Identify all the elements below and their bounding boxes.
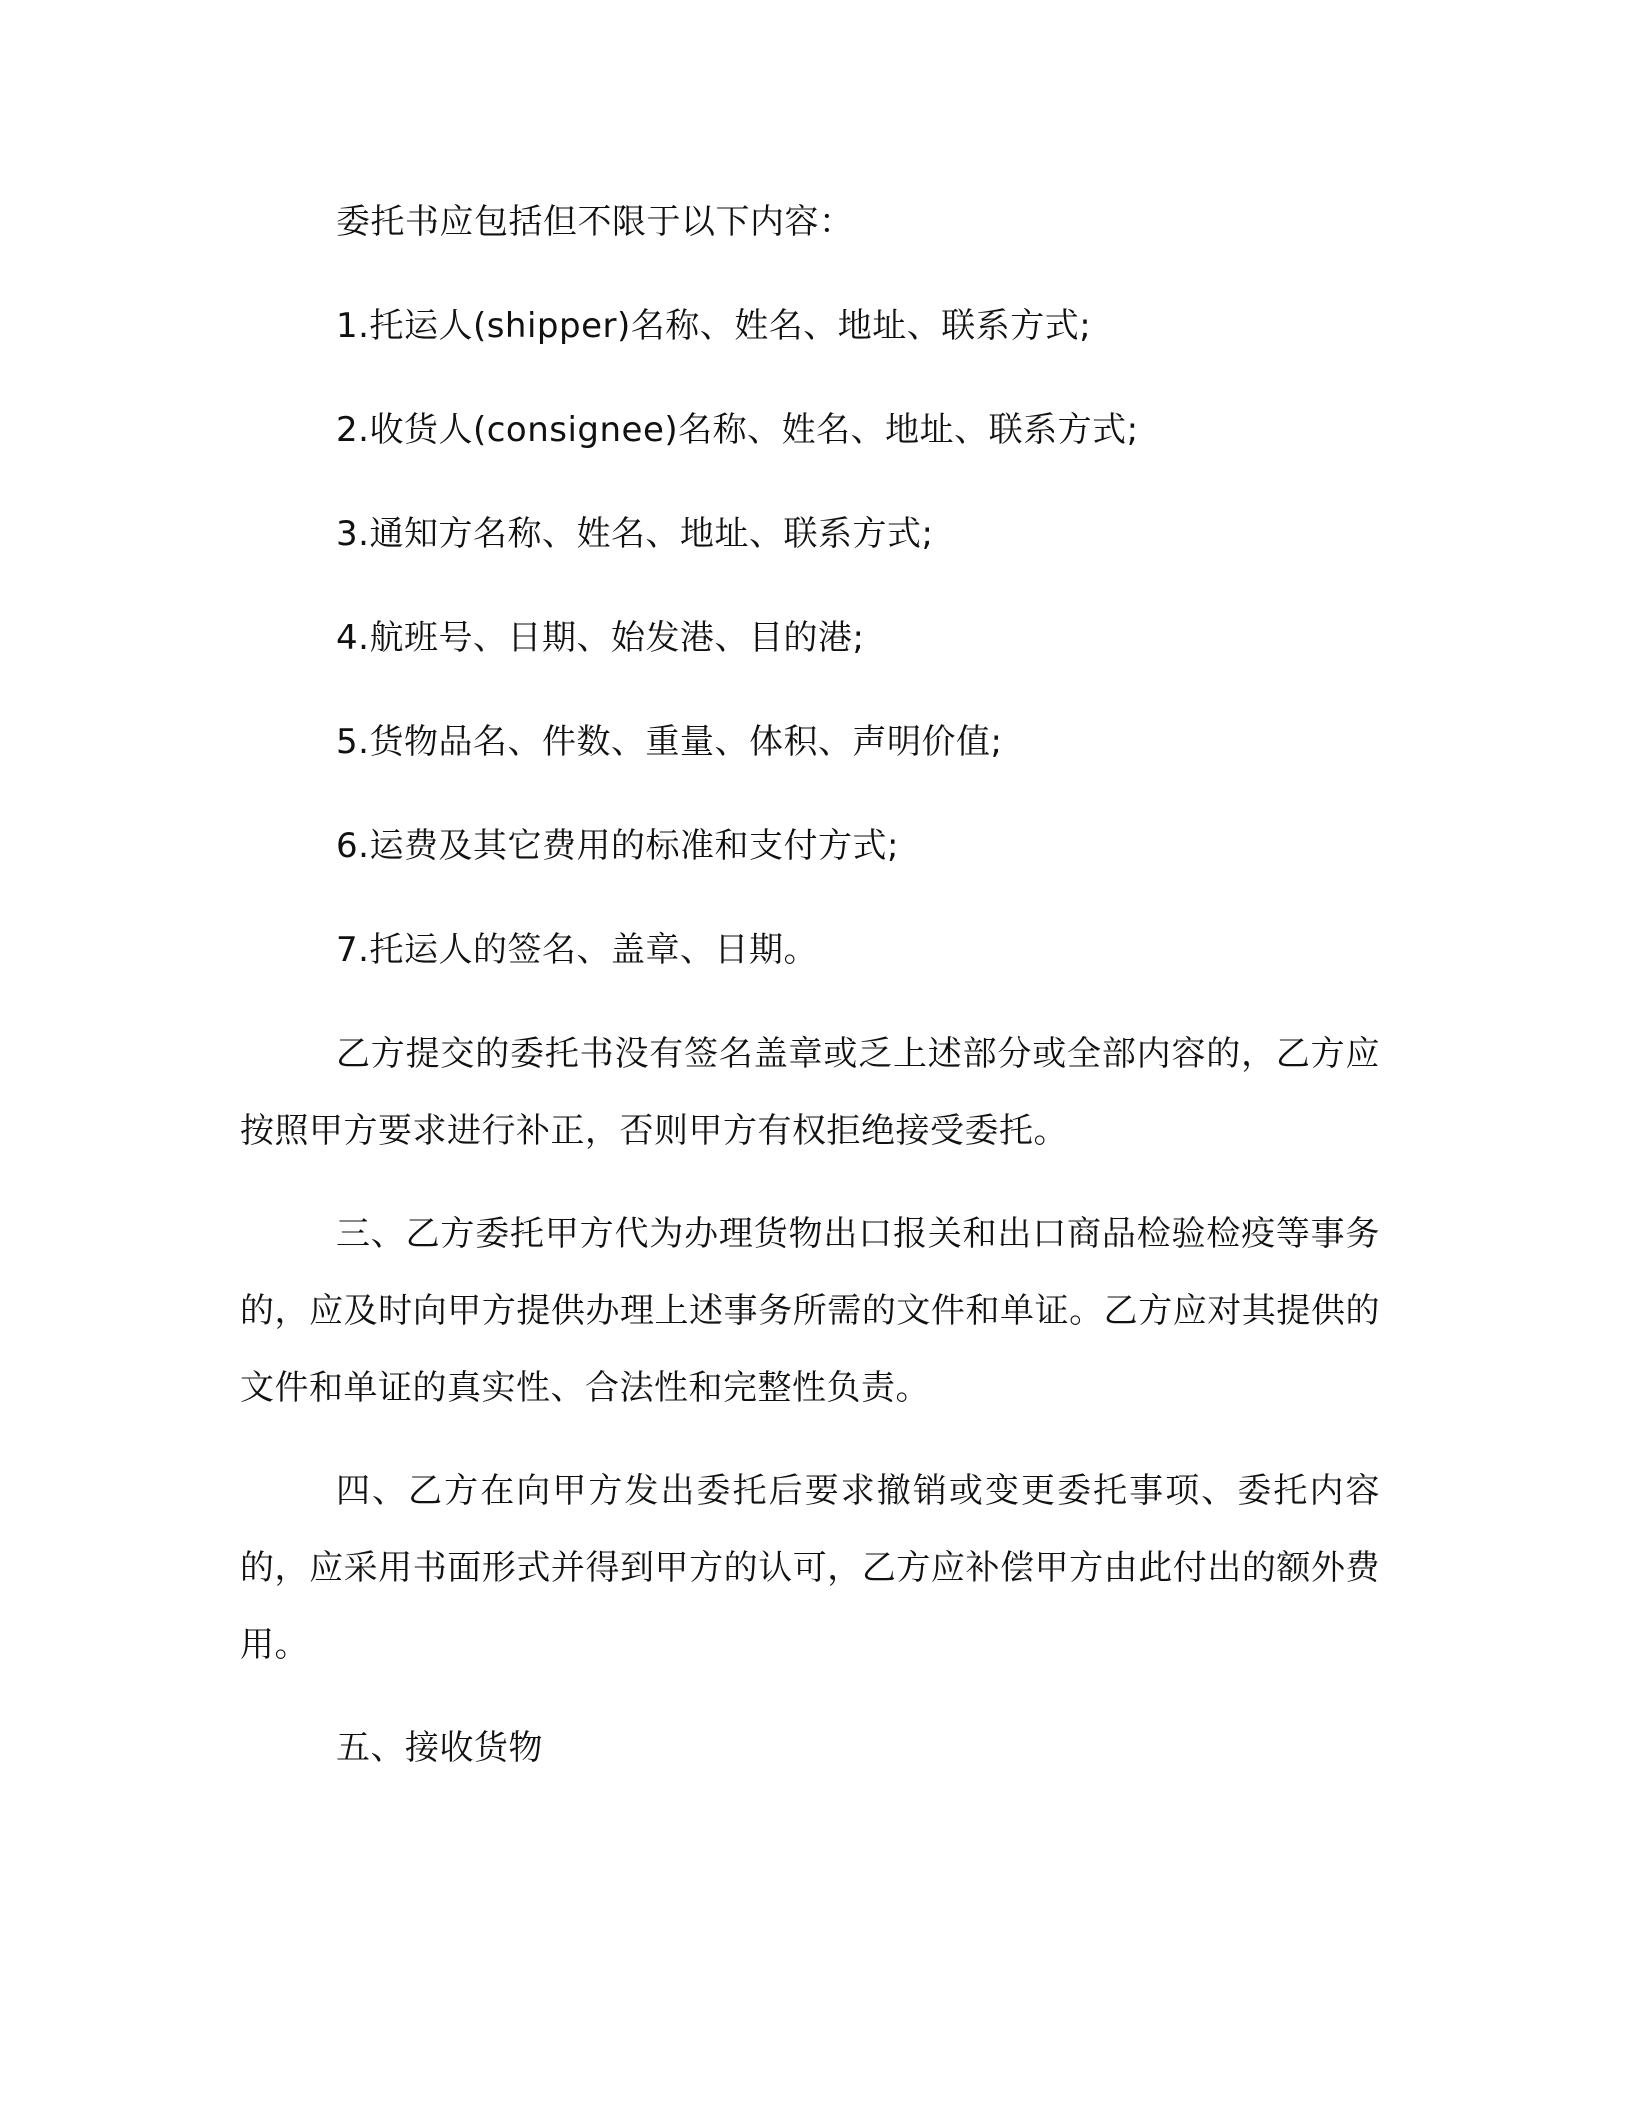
list-item: 4.航班号、日期、始发港、目的港; [336, 618, 865, 658]
document-body [240, 184, 1380, 1787]
list-item: 3.通知方名称、姓名、地址、联系方式; [336, 514, 934, 554]
paragraph-section-four: 四、乙方在向甲方发出委托后要求撤销或变更委托事项、委托内容的，应采用书面形式并得到甲方的认可，乙方应补偿甲方由此付出的额外费用。 [240, 1471, 1380, 1665]
section-heading: 五、接收货物 [336, 1728, 543, 1768]
intro-line: 委托书应包括但不限于以下内容： [336, 202, 854, 242]
list-item: 5.货物品名、件数、重量、体积、声明价值; [336, 722, 1003, 762]
paragraph-correction: 乙方提交的委托书没有签名盖章或乏上述部分或全部内容的，乙方应按照甲方要求进行补正，否则甲方有权拒绝接受委托。 [240, 1034, 1380, 1151]
list-item: 6.运费及其它费用的标准和支付方式; [336, 826, 899, 866]
paragraph-section-three: 三、乙方委托甲方代为办理货物出口报关和出口商品检验检疫等事务的，应及时向甲方提供办理上述事务所需的文件和单证。乙方应对其提供的文件和单证的真实性、合法性和完整性负责。 [240, 1214, 1380, 1408]
list-item: 2.收货人(consignee)名称、姓名、地址、联系方式; [336, 410, 1139, 450]
list-item: 1.托运人(shipper)名称、姓名、地址、联系方式; [336, 306, 1092, 346]
list-item: 7.托运人的签名、盖章、日期。 [336, 930, 818, 970]
